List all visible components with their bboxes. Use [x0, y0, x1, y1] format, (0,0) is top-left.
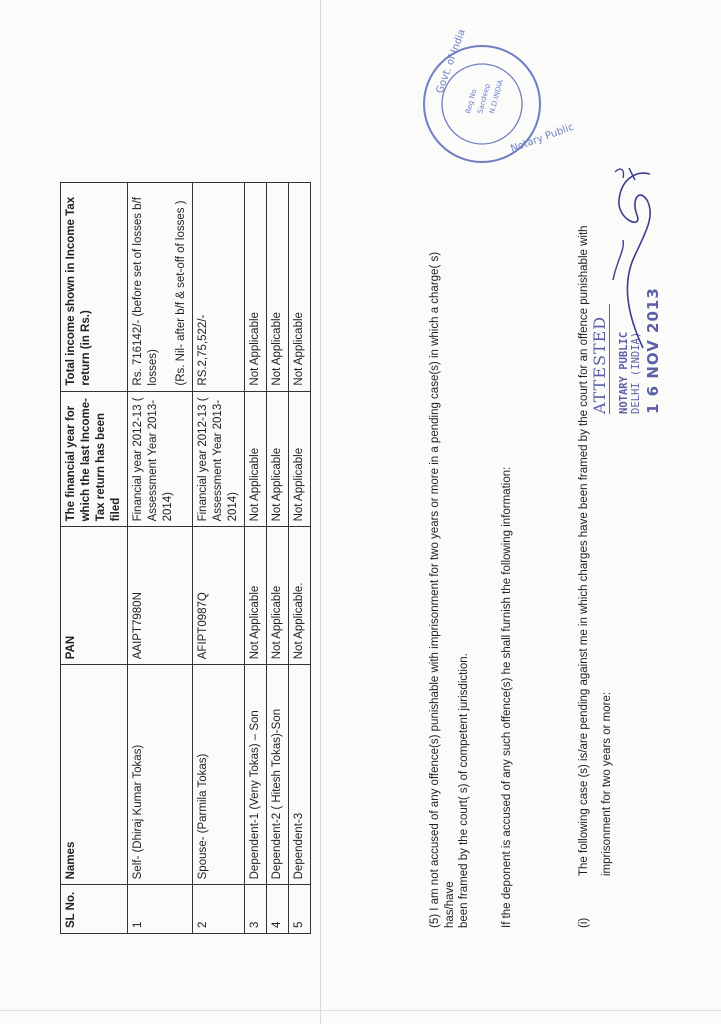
cell-name: Dependent-1 (Veny Tokas) – Son — [245, 665, 267, 885]
income-table — [60, 182, 311, 934]
cell-fy: Not Applicable — [245, 391, 267, 527]
cell-sl: 3 — [245, 885, 267, 934]
header-pan: PAN — [61, 527, 128, 665]
svg-text:N.D.INDIA: N.D.INDIA — [488, 79, 505, 115]
cell-name: Dependent-3 — [289, 665, 311, 885]
stamp-date: 1 6 NOV 2013 — [644, 287, 662, 414]
svg-text:Govt. of India: Govt. of India — [434, 27, 468, 96]
notary-seal-icon — [420, 27, 576, 167]
cell-pan: Not Applicable — [245, 527, 267, 665]
paragraph-if-accused: If the deponent is accused of any such offence(s) he shall furnish the following information: — [501, 466, 513, 928]
table-row — [289, 183, 311, 934]
cell-fy: Not Applicable — [289, 391, 311, 527]
table-row — [128, 183, 193, 934]
cell-fy: Not Applicable — [267, 391, 289, 527]
header-sl: SL No. — [61, 885, 128, 934]
cell-sl: 5 — [289, 885, 311, 934]
cell-name: Spouse- (Parmila Tokas) — [193, 665, 245, 885]
table-row — [193, 183, 245, 934]
item-i-line-1: The following case (s) is/are pending against me in which charges have been framed by the court for an offence punishable with — [578, 225, 590, 876]
income-note: (Rs. Nil- after b/f & set-off of losses ) — [175, 200, 187, 386]
paragraph-5-line-1: (5) I am not accused of any offence(s) punishable with imprisonment for two years or more in a pending case(s) in which a charge( s) has/have — [429, 251, 456, 928]
cell-sl: 1 — [128, 885, 193, 934]
place-label: DELHI (INDIA) — [630, 331, 642, 414]
cell-name: Self- (Dhiraj Kumar Tokas) — [128, 665, 193, 885]
table-row — [245, 183, 267, 934]
table-row — [267, 183, 289, 934]
cell-pan: Not Applicable — [267, 527, 289, 665]
cell-fy: Financial year 2012-13 ( Assessment Year 2013-2014) — [128, 391, 193, 527]
svg-text:Notary Public: Notary Public — [509, 121, 576, 155]
svg-text:Sandeep: Sandeep — [476, 82, 492, 115]
notary-label: NOTARY PUBLIC — [618, 331, 630, 414]
signature-icon — [595, 160, 665, 350]
cell-pan: AFIPT0987Q — [193, 527, 245, 665]
cell-income: Not Applicable — [289, 183, 311, 392]
cell-income: Not Applicable — [245, 183, 267, 392]
cell-income — [128, 183, 193, 392]
attested-label: ATTESTED — [590, 304, 610, 414]
header-financial-year: The financial year for which the last Income-Tax return has been filed — [61, 391, 128, 527]
header-names: Names — [61, 665, 128, 885]
cell-pan: Not Applicable. — [289, 527, 311, 665]
cell-name: Dependent-2 ( Hitesh Tokas)-Son — [267, 665, 289, 885]
cell-fy: Financial year 2012-13 ( Assessment Year 2013-2014) — [193, 391, 245, 527]
item-i-line-2: imprisonment for two years or more: — [601, 691, 613, 876]
item-i-number: (i) — [578, 917, 590, 928]
income-value: Rs. 716142/- (before set of losses b/f losses) — [132, 197, 159, 386]
cell-income: RS.2,75,522/- — [193, 183, 245, 392]
cell-sl: 4 — [267, 885, 289, 934]
table-header-row — [61, 183, 128, 934]
cell-income: Not Applicable — [267, 183, 289, 392]
paragraph-5-line-2: been framed by the court( s) of competent jurisdiction. — [458, 653, 470, 928]
cell-sl: 2 — [193, 885, 245, 934]
header-total-income: Total income shown in Income Tax return (in Rs.) — [61, 183, 128, 392]
svg-text:Reg No: Reg No — [464, 88, 479, 115]
cell-pan: AAIPT7980N — [128, 527, 193, 665]
